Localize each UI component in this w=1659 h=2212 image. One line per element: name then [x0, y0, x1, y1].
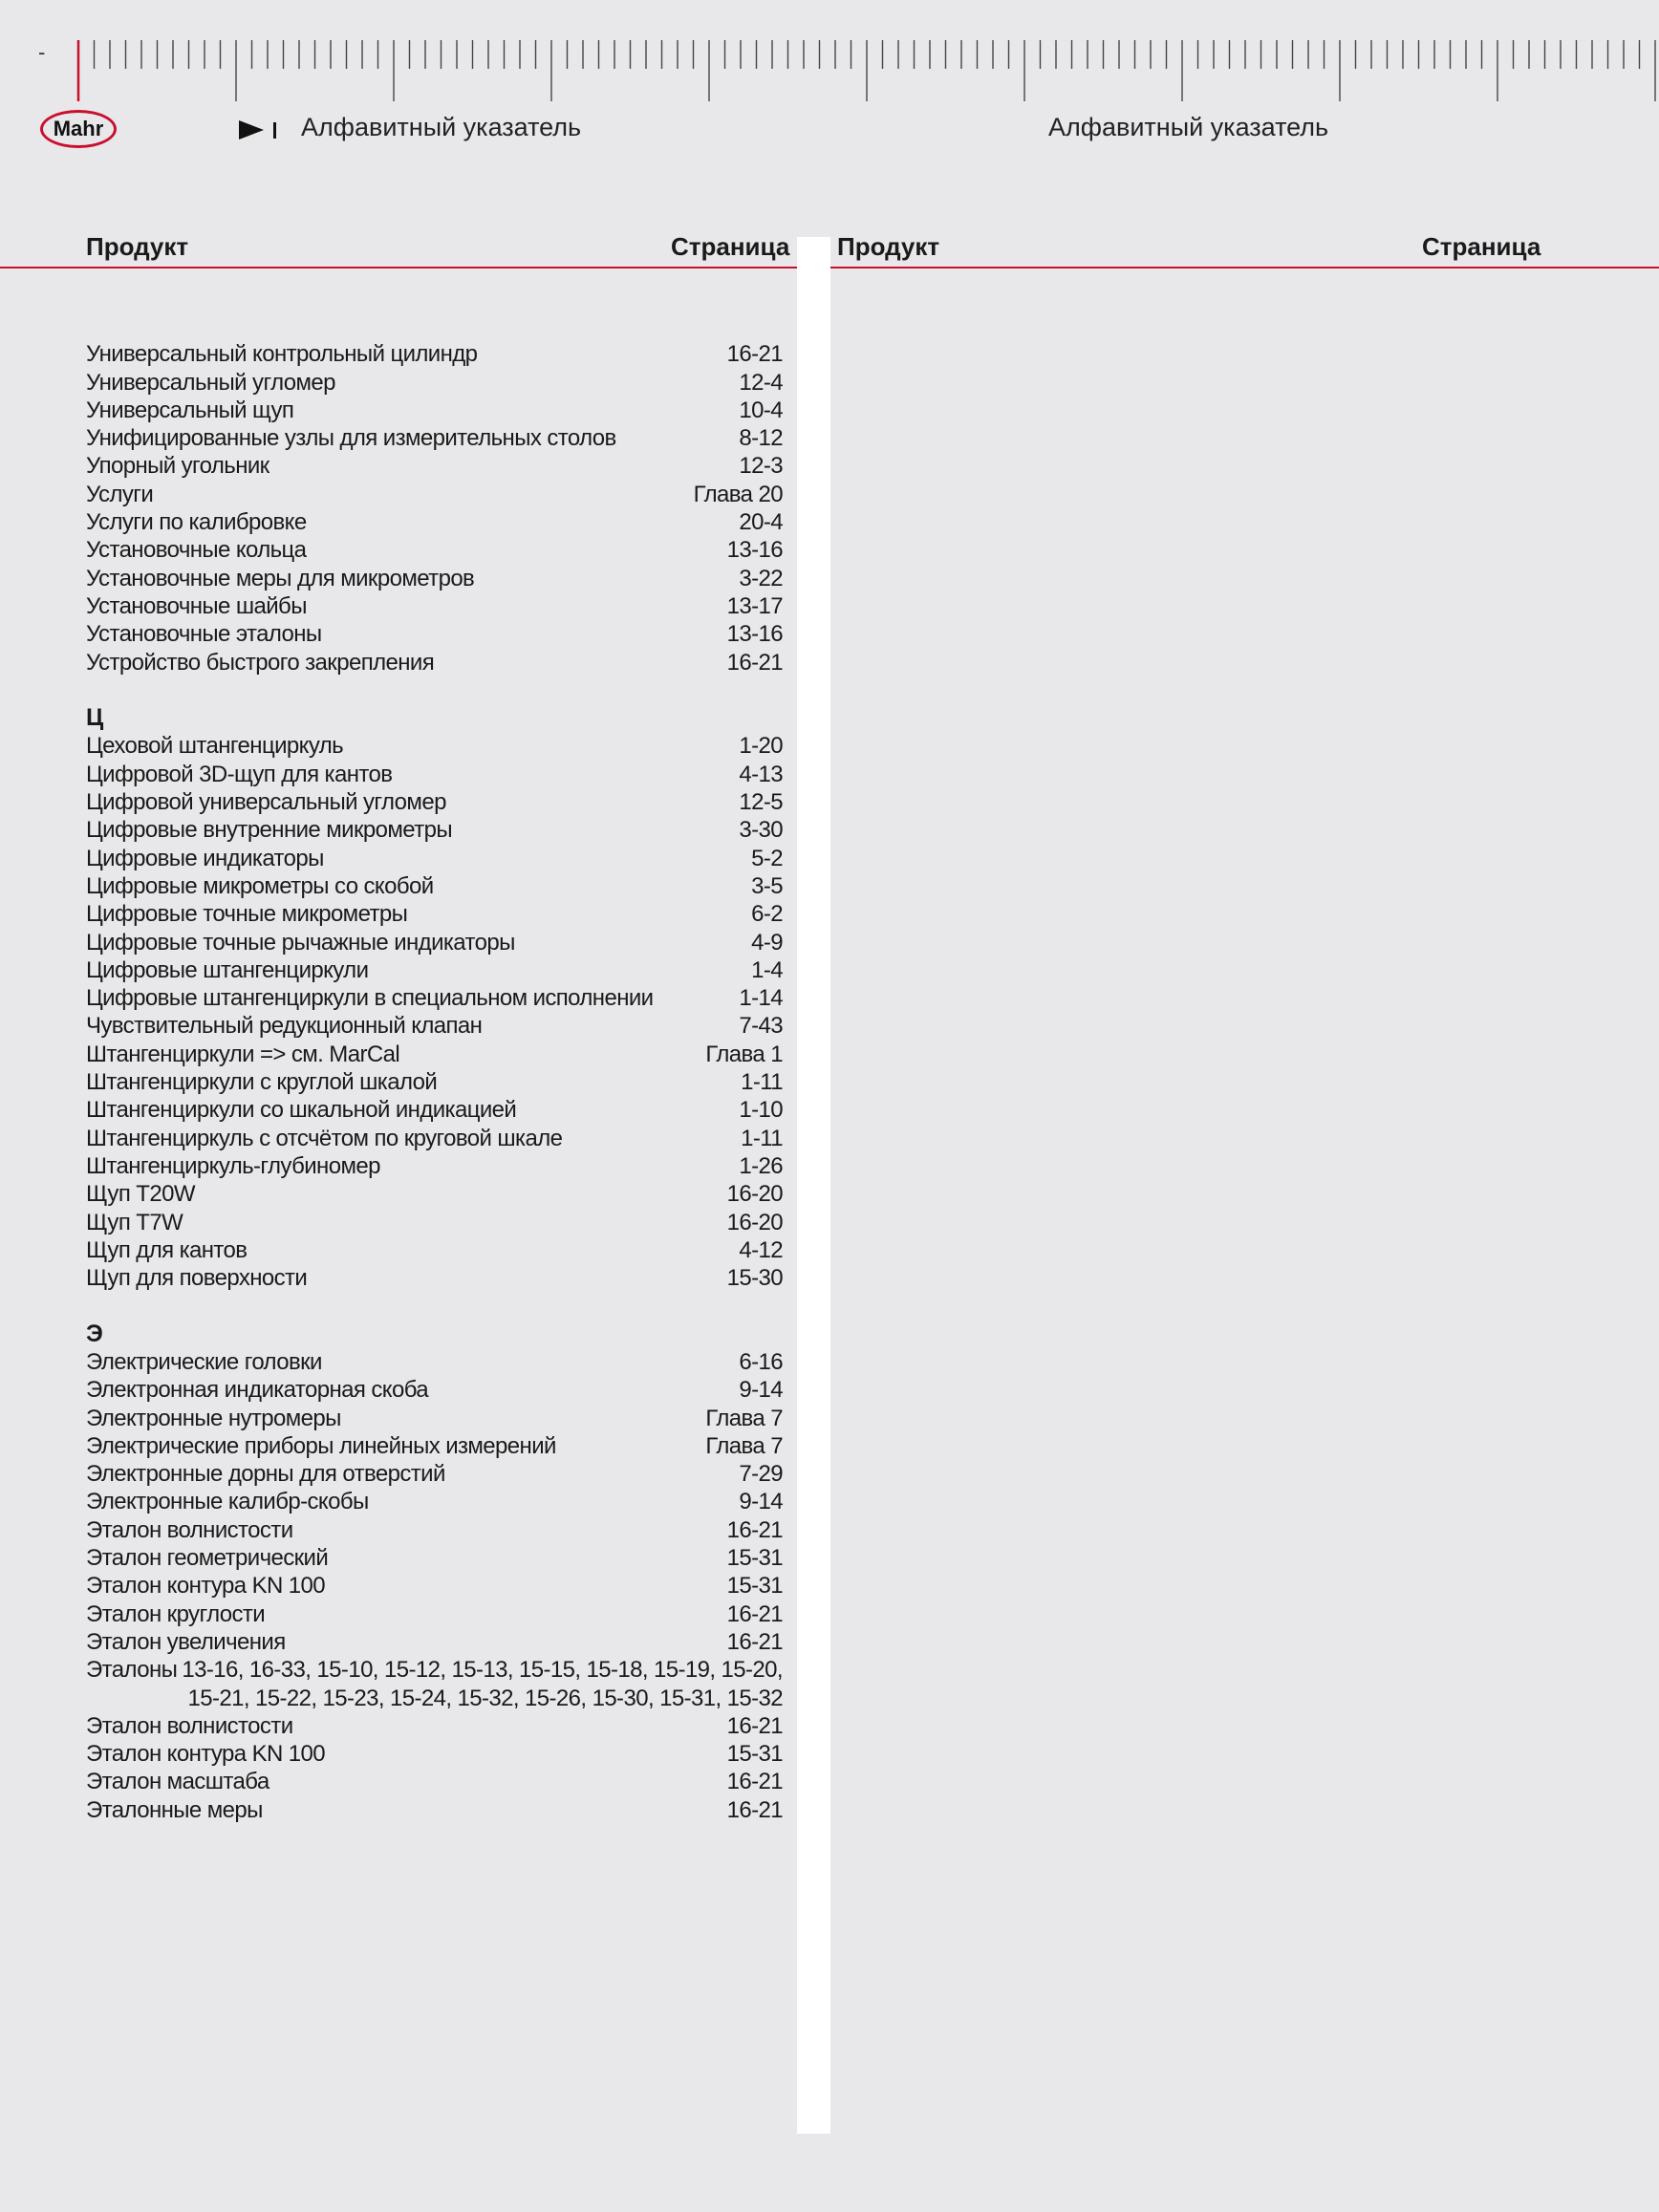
- entry-product: Щуп для кантов: [86, 1236, 248, 1263]
- index-entry: [86, 340, 783, 368]
- play-icon: [239, 118, 281, 141]
- index-entry: [86, 508, 783, 536]
- entry-product: Эталон волнистости: [86, 1712, 293, 1739]
- entry-product: Штангенциркули с круглой шкалой: [86, 1069, 438, 1096]
- entry-product: Штангенциркули со шкальной индикацией: [86, 1097, 517, 1124]
- entry-product: Эталон контура KN 100: [86, 1573, 326, 1600]
- section-letter-e: Э: [86, 1320, 103, 1347]
- index-entry: [86, 1264, 783, 1292]
- column-header-product-right: Продукт: [837, 232, 940, 261]
- index-entry: [86, 929, 783, 956]
- entry-page: 13-17: [726, 592, 783, 619]
- entry-page: 12-3: [739, 453, 783, 480]
- entry-page: 16-21: [726, 1516, 783, 1543]
- entry-page: 16-21: [726, 341, 783, 368]
- column-header-product-left: Продукт: [86, 232, 189, 261]
- entry-pages-line: 13-16, 16-33, 15-10, 15-12, 15-13, 15-15, 15-18, 15-19, 15-20,: [182, 1657, 783, 1684]
- index-entry: [86, 984, 783, 1012]
- index-entry: [86, 649, 783, 676]
- entry-page: 16-21: [726, 1600, 783, 1627]
- section-ts-list: [86, 732, 783, 1292]
- entry-page: 6-2: [751, 901, 783, 928]
- entry-page: 3-22: [739, 565, 783, 591]
- index-entry: [86, 1236, 783, 1264]
- index-entry: [86, 1628, 783, 1656]
- entry-page: 8-12: [739, 425, 783, 452]
- entry-page: 16-21: [726, 1712, 783, 1739]
- entry-product: Щуп T7W: [86, 1209, 183, 1235]
- column-header-page-left: Страница: [671, 232, 790, 261]
- entry-product: Цифровой универсальный угломер: [86, 789, 446, 816]
- corner-dash: -: [38, 40, 46, 64]
- index-entry: [86, 1488, 783, 1515]
- column-gutter: [797, 237, 830, 2134]
- entry-page: 16-21: [726, 1796, 783, 1823]
- entry-product: Услуги: [86, 481, 154, 507]
- index-entry: [86, 369, 783, 397]
- entry-product: Электрические приборы линейных измерений: [86, 1432, 556, 1459]
- entry-product: Цифровые индикаторы: [86, 845, 324, 871]
- entry-page: 16-21: [726, 1628, 783, 1655]
- mahr-logo: Mahr: [40, 110, 117, 148]
- index-entry: [86, 1068, 783, 1096]
- entry-page: 13-16: [726, 537, 783, 564]
- index-entry: [86, 592, 783, 620]
- index-entry: [86, 1209, 783, 1236]
- entry-page: 1-11: [741, 1069, 783, 1096]
- entry-page: 7-29: [739, 1461, 783, 1488]
- index-entry: [86, 1096, 783, 1124]
- entry-page: 6-16: [739, 1348, 783, 1375]
- entry-product: Установочные меры для микрометров: [86, 565, 475, 591]
- index-entry: [86, 956, 783, 984]
- index-entry: [86, 1740, 783, 1768]
- index-entry: [86, 481, 783, 508]
- entry-product: Эталон увеличения: [86, 1628, 286, 1655]
- index-entry: [86, 536, 783, 564]
- index-entry: [86, 1572, 783, 1600]
- entry-page: 15-31: [726, 1741, 783, 1768]
- section-letter-ts: Ц: [86, 704, 104, 732]
- section-u-list: [86, 340, 783, 676]
- entry-page: 16-20: [726, 1181, 783, 1208]
- index-entry: [86, 1125, 783, 1152]
- index-entry: [86, 1012, 783, 1040]
- entry-page: 12-4: [739, 369, 783, 396]
- index-entry: [86, 1544, 783, 1572]
- entry-page: 4-12: [739, 1236, 783, 1263]
- entry-pages: [182, 1656, 783, 1712]
- entry-product: Цифровой 3D-щуп для кантов: [86, 761, 393, 787]
- index-entry: [86, 732, 783, 760]
- index-entry: [86, 872, 783, 900]
- entry-product: Электронные калибр-скобы: [86, 1489, 369, 1515]
- entry-page: 4-9: [751, 929, 783, 956]
- index-entry: [86, 1796, 783, 1824]
- entry-page: 15-31: [726, 1545, 783, 1572]
- index-entry: [86, 565, 783, 592]
- entry-page: 12-5: [739, 789, 783, 816]
- entry-product: Цифровые точные микрометры: [86, 901, 408, 928]
- section-e-list: [86, 1348, 783, 1656]
- entry-page: 1-20: [739, 733, 783, 760]
- index-entry: [86, 1376, 783, 1404]
- entry-product: Устройство быстрого закрепления: [86, 649, 435, 676]
- entry-product: Цифровые микрометры со скобой: [86, 872, 434, 899]
- entry-product: Эталон масштаба: [86, 1769, 269, 1795]
- entry-page: Глава 20: [693, 481, 783, 507]
- entry-product: Установочные кольца: [86, 537, 307, 564]
- index-entry: [86, 1405, 783, 1432]
- entry-product: Установочные шайбы: [86, 592, 307, 619]
- entry-page: 16-21: [726, 649, 783, 676]
- entry-pages-line: 15-21, 15-22, 15-23, 15-24, 15-32, 15-26, 15-30, 15-31, 15-32: [187, 1685, 783, 1711]
- index-entry: [86, 397, 783, 424]
- entry-page: 15-30: [726, 1265, 783, 1292]
- entry-product: Электронные нутромеры: [86, 1405, 341, 1431]
- entry-product: Эталон волнистости: [86, 1516, 293, 1543]
- entry-page: 4-13: [739, 761, 783, 787]
- index-entry: [86, 845, 783, 872]
- ruler: [0, 36, 1659, 103]
- section-title-left: Алфавитный указатель: [301, 113, 582, 141]
- entry-page: 1-26: [739, 1152, 783, 1179]
- entry-product: Универсальный щуп: [86, 397, 294, 423]
- entry-page: 7-43: [739, 1013, 783, 1040]
- entry-product: Эталон круглости: [86, 1600, 266, 1627]
- index-entry-multi: [86, 1656, 783, 1712]
- entry-product: Цифровые штангенциркули: [86, 956, 369, 983]
- entry-product: Цифровые штангенциркули в специальном исполнении: [86, 985, 654, 1012]
- entry-product: Цифровые точные рычажные индикаторы: [86, 929, 515, 956]
- entry-page: Глава 7: [705, 1432, 783, 1459]
- entry-page: 1-14: [739, 985, 783, 1012]
- column-header-page-right: Страница: [1422, 232, 1541, 261]
- entry-page: 16-21: [726, 1769, 783, 1795]
- index-entry: [86, 424, 783, 452]
- index-entry: [86, 900, 783, 928]
- entry-product: Установочные эталоны: [86, 621, 322, 648]
- entry-product: Электронная индикаторная скоба: [86, 1377, 429, 1404]
- index-list: [86, 312, 783, 1824]
- entry-product: Универсальный контрольный цилиндр: [86, 341, 478, 368]
- entry-product: Электрические головки: [86, 1348, 322, 1375]
- entry-product: Эталоны: [86, 1657, 178, 1684]
- entry-product: Эталон геометрический: [86, 1545, 329, 1572]
- index-entry: [86, 1432, 783, 1460]
- index-entry: [86, 788, 783, 816]
- entry-page: 15-31: [726, 1573, 783, 1600]
- entry-page: 5-2: [751, 845, 783, 871]
- index-entry: [86, 620, 783, 648]
- entry-product: Штангенциркули => см. MarCal: [86, 1041, 400, 1067]
- entry-page: 13-16: [726, 621, 783, 648]
- entry-page: 3-30: [739, 817, 783, 844]
- index-entry: [86, 1180, 783, 1208]
- entry-product: Эталонные меры: [86, 1796, 263, 1823]
- entry-product: Упорный угольник: [86, 453, 269, 480]
- index-entry: [86, 1460, 783, 1488]
- entry-product: Универсальный угломер: [86, 369, 335, 396]
- entry-product: Цеховой штангенциркуль: [86, 733, 344, 760]
- index-entry: [86, 1516, 783, 1544]
- entry-product: Цифровые внутренние микрометры: [86, 817, 452, 844]
- index-entry: [86, 1152, 783, 1180]
- entry-product: Чувствительный редукционный клапан: [86, 1013, 483, 1040]
- entry-page: 20-4: [739, 509, 783, 536]
- entry-product: Щуп для поверхности: [86, 1265, 308, 1292]
- entry-product: Штангенциркуль с отсчётом по круговой шкале: [86, 1125, 563, 1151]
- entry-page: Глава 7: [705, 1405, 783, 1431]
- entry-page: 9-14: [739, 1489, 783, 1515]
- entry-product: Эталон контура KN 100: [86, 1741, 326, 1768]
- entry-page: 9-14: [739, 1377, 783, 1404]
- index-entry: [86, 761, 783, 788]
- section-title-right: Алфавитный указатель: [1048, 113, 1329, 141]
- index-entry: [86, 1041, 783, 1068]
- entry-product: Штангенциркуль-глубиномер: [86, 1152, 380, 1179]
- entry-page: 10-4: [739, 397, 783, 423]
- index-entry: [86, 1712, 783, 1740]
- entry-page: 1-4: [751, 956, 783, 983]
- entry-page: 16-20: [726, 1209, 783, 1235]
- entry-page: Глава 1: [705, 1041, 783, 1067]
- index-entry: [86, 816, 783, 844]
- section-e-list-after: [86, 1712, 783, 1824]
- entry-product: Унифицированные узлы для измерительных столов: [86, 425, 616, 452]
- index-entry: [86, 1600, 783, 1628]
- index-entry: [86, 1348, 783, 1376]
- index-entry: [86, 452, 783, 480]
- entry-product: Услуги по калибровке: [86, 509, 307, 536]
- index-entry: [86, 1768, 783, 1795]
- entry-page: 1-10: [739, 1097, 783, 1124]
- entry-product: Электронные дорны для отверстий: [86, 1461, 445, 1488]
- entry-page: 3-5: [751, 872, 783, 899]
- entry-page: 1-11: [741, 1125, 783, 1151]
- entry-product: Щуп T20W: [86, 1181, 195, 1208]
